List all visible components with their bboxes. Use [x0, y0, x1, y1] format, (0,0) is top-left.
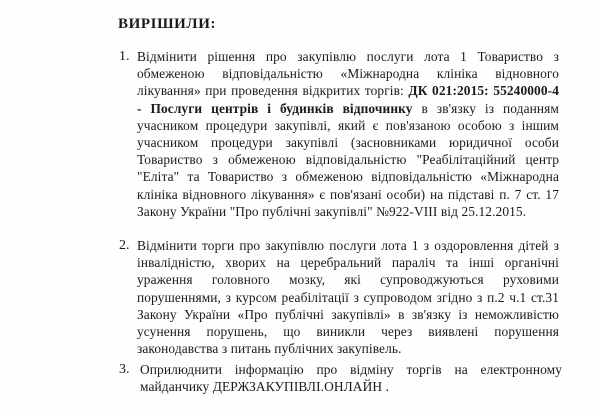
item-number: 2.: [119, 238, 130, 253]
item-number: 3.: [119, 362, 130, 377]
item-number: 1.: [119, 49, 130, 64]
item-text-part: в зв'язку із поданням учасником процедури закупівлі, який є пов'язаною особою з іншим учасником процедури закупівлі (засновниками юридичної особи Товариство з обмеженою відповідальністю "Реабілітаційний центр "Еліта" та Товариство з обмеженою відповідальністю «Міжнародна клініка відновного лікування» є пов'язані особи) на підставі п. 7 ст. 17 Закону України "Про публічні закупівлі" №922-VIII від 25.12.2015.: [137, 100, 560, 219]
item-text-part: Відмінити рішення про закупівлю послуги лота 1 Товариство з обмеженою відповідальністю «Міжнародна клініка відновного лікування» при проведення відкритих торгів:: [137, 49, 559, 99]
item-text: [137, 48, 559, 220]
section-heading: ВИРІШИЛИ:: [118, 16, 217, 32]
item-text: Відмінити торги про закупівлю послуги лота 1 з оздоровлення дітей з інвалідністю, хворих на церебральний параліч та інші органічні ураження головного мозку, які супроводжуються руховими порушеннями, з курсом реабілітації з супроводом згідно з п.2 ч.1 ст.31 Закону України «Про публічні закупівлі» в зв'язку із неможливістю усунення порушень, що виникли через виявлені порушення законодавства з питань публічних закупівель.: [137, 238, 559, 357]
item-text: Оприлюднити інформацію про відміну торгів на електронному майданчику ДЕРЖЗАКУПІВЛІ.ОНЛАЙН .: [140, 362, 562, 395]
item-text-bold: ДК 021:2015: 55240000-4 - Послуги центрів і будинків відпочинку: [137, 83, 559, 116]
